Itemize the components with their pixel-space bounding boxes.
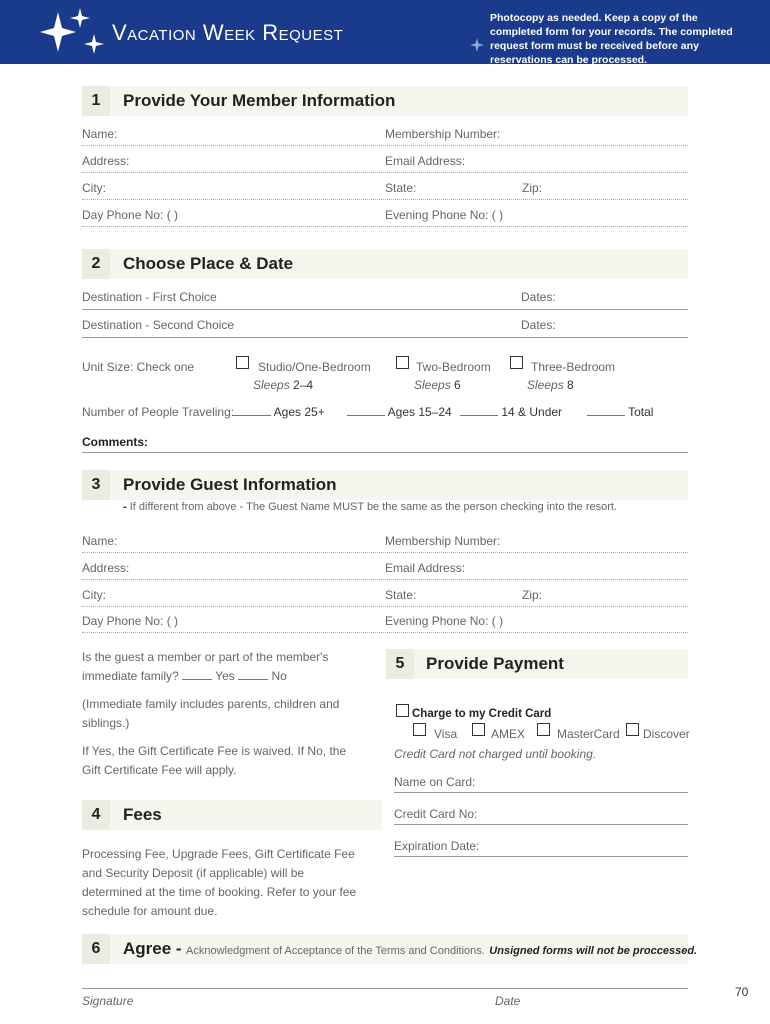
section-6-title: Agree -	[123, 939, 182, 958]
member-zip-label: Zip:	[522, 181, 543, 195]
member-day-phone-label: Day Phone No: ( )	[82, 208, 179, 222]
guest-family-question: immediate family? Yes No	[82, 669, 287, 683]
section-4-title: Fees	[123, 805, 162, 824]
guest-membership-label: Membership Number:	[385, 534, 501, 548]
expiration-label: Expiration Date:	[394, 839, 480, 853]
signature-field[interactable]	[82, 988, 688, 989]
credit-card-label: Charge to my Credit Card	[412, 708, 552, 720]
destination-second-label: Destination - Second Choice	[82, 318, 235, 332]
unit-three-bedroom-label: Three-Bedroom	[531, 360, 616, 374]
member-name-field[interactable]	[82, 145, 688, 146]
guest-phone-field[interactable]	[82, 632, 688, 633]
section-1-number: 1	[82, 86, 110, 116]
unit-two-bedroom-checkbox[interactable]	[396, 356, 409, 369]
member-evening-phone-label: Evening Phone No: ( )	[385, 208, 504, 222]
guest-address-field[interactable]	[82, 579, 688, 580]
people-traveling-label: Number of People Traveling:	[82, 405, 235, 419]
page-title: Vacation Week Request	[112, 20, 344, 45]
section-6-number: 6	[82, 934, 110, 964]
ages-15-24-field[interactable]: Ages 15–24	[347, 405, 452, 419]
fees-description: Processing Fee, Upgrade Fees, Gift Certificate Fee and Security Deposit (if applicable) will be determined at the time of booking. Refer to your fee schedule for amount due.	[82, 847, 357, 918]
date-label: Date	[495, 994, 521, 1008]
unit-two-bedroom-sleeps: Sleeps 6	[414, 378, 461, 392]
name-on-card-label: Name on Card:	[394, 775, 476, 789]
member-email-label: Email Address:	[385, 154, 466, 168]
family-yes-field[interactable]	[182, 669, 212, 680]
member-city-field[interactable]	[82, 199, 688, 200]
guest-state-label: State:	[385, 588, 417, 602]
unit-size-label: Unit Size: Check one	[82, 360, 195, 374]
section-5-number: 5	[386, 649, 414, 679]
guest-zip-label: Zip:	[522, 588, 543, 602]
section-5-title: Provide Payment	[426, 654, 564, 673]
guest-member-question: Is the guest a member or part of the member's	[82, 650, 329, 664]
visa-checkbox[interactable]	[413, 723, 426, 736]
section-6-title-row	[123, 934, 697, 966]
guest-name-label: Name:	[82, 534, 118, 548]
discover-label: Discover	[643, 727, 690, 741]
card-number-label: Credit Card No:	[394, 807, 478, 821]
unit-three-bedroom-checkbox[interactable]	[510, 356, 523, 369]
expiration-field[interactable]	[394, 856, 688, 857]
mastercard-label: MasterCard	[557, 727, 620, 741]
total-field[interactable]: Total	[587, 405, 653, 419]
dates-second-label: Dates:	[521, 318, 556, 332]
ages-25-field[interactable]: Ages 25+	[233, 405, 325, 419]
unit-studio-sleeps: Sleeps 2–4	[253, 378, 314, 392]
unit-studio-label: Studio/One-Bedroom	[258, 360, 371, 374]
amex-checkbox[interactable]	[472, 723, 485, 736]
section-1-title: Provide Your Member Information	[123, 91, 396, 110]
amex-label: AMEX	[491, 727, 526, 741]
guest-day-phone-label: Day Phone No: ( )	[82, 614, 179, 628]
name-on-card-field[interactable]	[394, 792, 688, 793]
guest-evening-phone-label: Evening Phone No: ( )	[385, 614, 504, 628]
ages-14-under-field[interactable]: 14 & Under	[460, 405, 562, 419]
guest-city-label: City:	[82, 588, 106, 602]
guest-city-field[interactable]	[82, 606, 688, 607]
signature-label: Signature	[82, 994, 134, 1008]
unit-three-bedroom-sleeps: Sleeps 8	[527, 378, 574, 392]
member-address-label: Address:	[82, 154, 130, 168]
sparkle-stars-icon	[30, 4, 110, 60]
visa-label: Visa	[434, 727, 458, 741]
page-number: 70	[735, 985, 749, 999]
member-name-label: Name:	[82, 127, 118, 141]
discover-checkbox[interactable]	[626, 723, 639, 736]
instructions-note: Photocopy as needed. Keep a copy of the completed form for your records. The completed request form must be received before any reservations can be processed.	[490, 12, 733, 66]
card-number-field[interactable]	[394, 824, 688, 825]
unit-studio-checkbox[interactable]	[236, 356, 249, 369]
member-membership-label: Membership Number:	[385, 127, 501, 141]
destination-second-field[interactable]	[82, 337, 688, 338]
section-2-title: Choose Place & Date	[123, 254, 294, 273]
destination-first-field[interactable]	[82, 309, 688, 310]
family-no-field[interactable]	[238, 669, 268, 680]
guest-address-label: Address:	[82, 561, 130, 575]
dates-first-label: Dates:	[521, 290, 556, 304]
member-city-label: City:	[82, 181, 106, 195]
member-state-label: State:	[385, 181, 417, 195]
comments-label: Comments:	[82, 435, 149, 449]
mastercard-checkbox[interactable]	[537, 723, 550, 736]
destination-first-label: Destination - First Choice	[82, 290, 217, 304]
unit-two-bedroom-label: Two-Bedroom	[416, 360, 491, 374]
unsigned-warning: Unsigned forms will not be proccessed.	[489, 945, 698, 957]
section-2-number: 2	[82, 249, 110, 279]
section-4-number: 4	[82, 800, 110, 830]
section-3-number: 3	[82, 470, 110, 500]
gift-certificate-note: If Yes, the Gift Certificate Fee is waived. If No, the Gift Certificate Fee will apply.	[82, 744, 347, 777]
credit-card-checkbox[interactable]	[396, 704, 409, 717]
section-3-note: - If different from above - The Guest Name MUST be the same as the person checking into the resort.	[123, 501, 618, 513]
section-3-title: Provide Guest Information	[123, 475, 337, 494]
family-definition: (Immediate family includes parents, children and siblings.)	[82, 697, 340, 730]
guest-email-label: Email Address:	[385, 561, 466, 575]
agree-note: Acknowledgment of Acceptance of the Terms and Conditions.	[186, 945, 485, 957]
member-phone-field[interactable]	[82, 226, 688, 227]
member-address-field[interactable]	[82, 172, 688, 173]
small-star-icon	[470, 38, 484, 52]
card-charge-note: Credit Card not charged until booking.	[394, 747, 597, 761]
comments-field[interactable]	[82, 452, 688, 453]
guest-name-field[interactable]	[82, 552, 688, 553]
